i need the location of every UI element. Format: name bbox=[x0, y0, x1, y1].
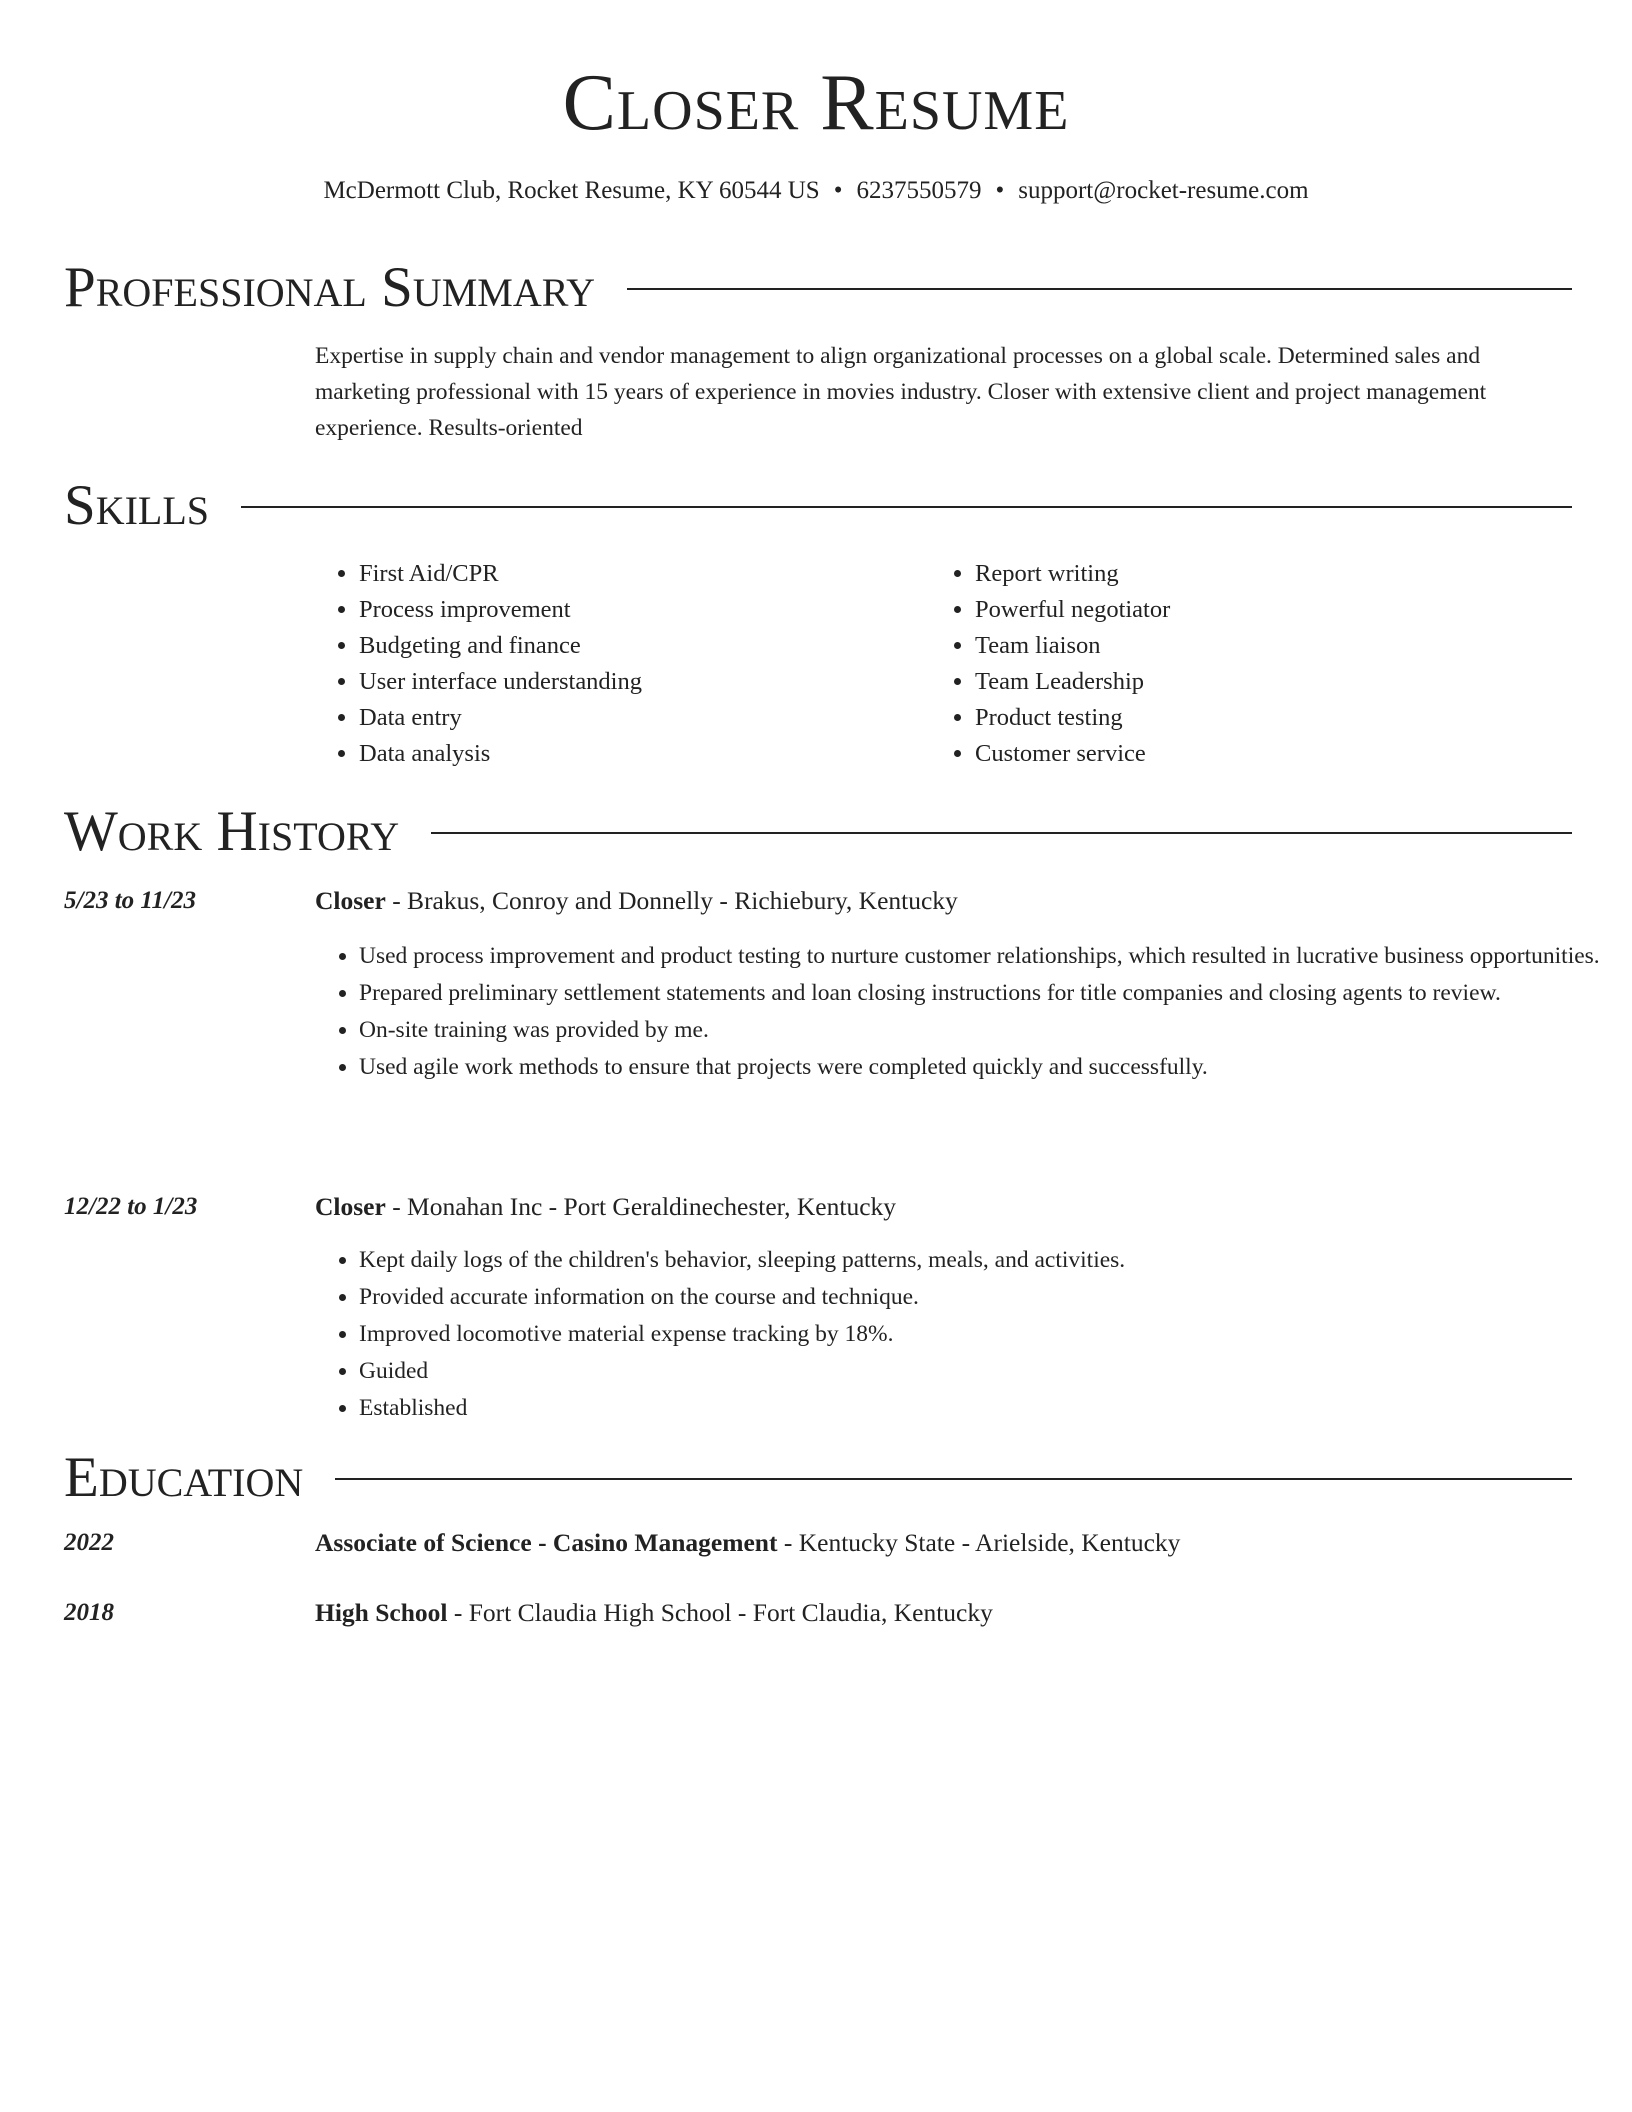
summary-text: Expertise in supply chain and vendor management to align organizational processes on a global scale. Determined sales and marketing professional with 15 years of experience in movies industry. Closer with extensive client and project management experience. Results-oriented bbox=[315, 343, 1487, 441]
education-line bbox=[315, 1596, 993, 1630]
contact-separator: • bbox=[833, 177, 843, 204]
education-degree: Associate of Science - Casino Management bbox=[315, 1528, 778, 1557]
job-company: - Monahan Inc - Port Geraldinechester, Kentucky bbox=[385, 1192, 897, 1221]
skill-item: • Data entry bbox=[359, 700, 919, 736]
job-bullet: • Guided bbox=[359, 1353, 1619, 1389]
job-title-line bbox=[315, 884, 958, 918]
job-role: Closer bbox=[315, 886, 386, 915]
section-header-summary bbox=[64, 256, 1572, 320]
job-bullet: • Prepared preliminary settlement statements and loan closing instructions for title companies and closing agents to review. bbox=[359, 975, 1619, 1011]
skill-item: • Data analysis bbox=[359, 736, 919, 772]
contact-address: McDermott Club, Rocket Resume, KY 60544 US bbox=[323, 177, 820, 204]
section-divider bbox=[431, 832, 1572, 834]
skill-item: • First Aid/CPR bbox=[359, 556, 919, 592]
resume-name: Closer Resume bbox=[562, 59, 1070, 147]
section-divider bbox=[335, 1478, 1572, 1480]
section-divider bbox=[627, 288, 1572, 290]
section-title-summary: Professional Summary bbox=[64, 256, 596, 319]
job-bullets bbox=[315, 938, 1619, 1086]
section-title-education: Education bbox=[64, 1446, 304, 1509]
skill-item: • Customer service bbox=[975, 736, 1575, 772]
job-bullet: • Kept daily logs of the children's behavior, sleeping patterns, meals, and activities. bbox=[359, 1242, 1619, 1278]
job-bullets bbox=[315, 1242, 1619, 1427]
job-dates: 5/23 to 11/23 bbox=[64, 887, 196, 914]
education-line bbox=[315, 1526, 1180, 1560]
job-bullet: • Used process improvement and product testing to nurture customer relationships, which resulted in lucrative business opportunities. bbox=[359, 938, 1619, 974]
job-role: Closer bbox=[315, 1192, 386, 1221]
job-company: - Brakus, Conroy and Donnelly - Richiebury, Kentucky bbox=[385, 886, 958, 915]
skill-item: • Team Leadership bbox=[975, 664, 1575, 700]
skill-item: • User interface understanding bbox=[359, 664, 919, 700]
contact-email: support@rocket-resume.com bbox=[1018, 177, 1309, 204]
education-year: 2018 bbox=[64, 1599, 114, 1626]
contact-separator: • bbox=[995, 177, 1005, 204]
job-dates: 12/22 to 1/23 bbox=[64, 1193, 198, 1220]
job-bullet: • Used agile work methods to ensure that projects were completed quickly and successfully. bbox=[359, 1049, 1619, 1085]
skill-item: • Report writing bbox=[975, 556, 1575, 592]
skill-item: • Powerful negotiator bbox=[975, 592, 1575, 628]
skill-item: • Team liaison bbox=[975, 628, 1575, 664]
section-title-work: Work History bbox=[64, 800, 400, 863]
education-year: 2022 bbox=[64, 1529, 114, 1556]
job-bullet: • Improved locomotive material expense tracking by 18%. bbox=[359, 1316, 1619, 1352]
education-degree: High School bbox=[315, 1598, 448, 1627]
section-title-skills: Skills bbox=[64, 474, 210, 537]
job-title-line bbox=[315, 1190, 896, 1224]
education-school: - Fort Claudia High School - Fort Claudia, Kentucky bbox=[447, 1598, 993, 1627]
section-header-skills bbox=[64, 474, 1572, 538]
contact-line bbox=[0, 174, 1632, 208]
section-header-work bbox=[64, 800, 1572, 864]
skills-list-right bbox=[931, 556, 1575, 772]
skill-item: • Product testing bbox=[975, 700, 1575, 736]
section-divider bbox=[241, 506, 1572, 508]
job-bullet: • On-site training was provided by me. bbox=[359, 1012, 1619, 1048]
section-header-education bbox=[64, 1446, 1572, 1510]
job-bullet: • Provided accurate information on the course and technique. bbox=[359, 1279, 1619, 1315]
contact-phone: 6237550579 bbox=[856, 177, 982, 204]
education-school: - Kentucky State - Arielside, Kentucky bbox=[777, 1528, 1181, 1557]
skill-item: • Process improvement bbox=[359, 592, 919, 628]
job-bullet: • Established bbox=[359, 1390, 1619, 1426]
skill-item: • Budgeting and finance bbox=[359, 628, 919, 664]
skills-list-left bbox=[315, 556, 919, 772]
